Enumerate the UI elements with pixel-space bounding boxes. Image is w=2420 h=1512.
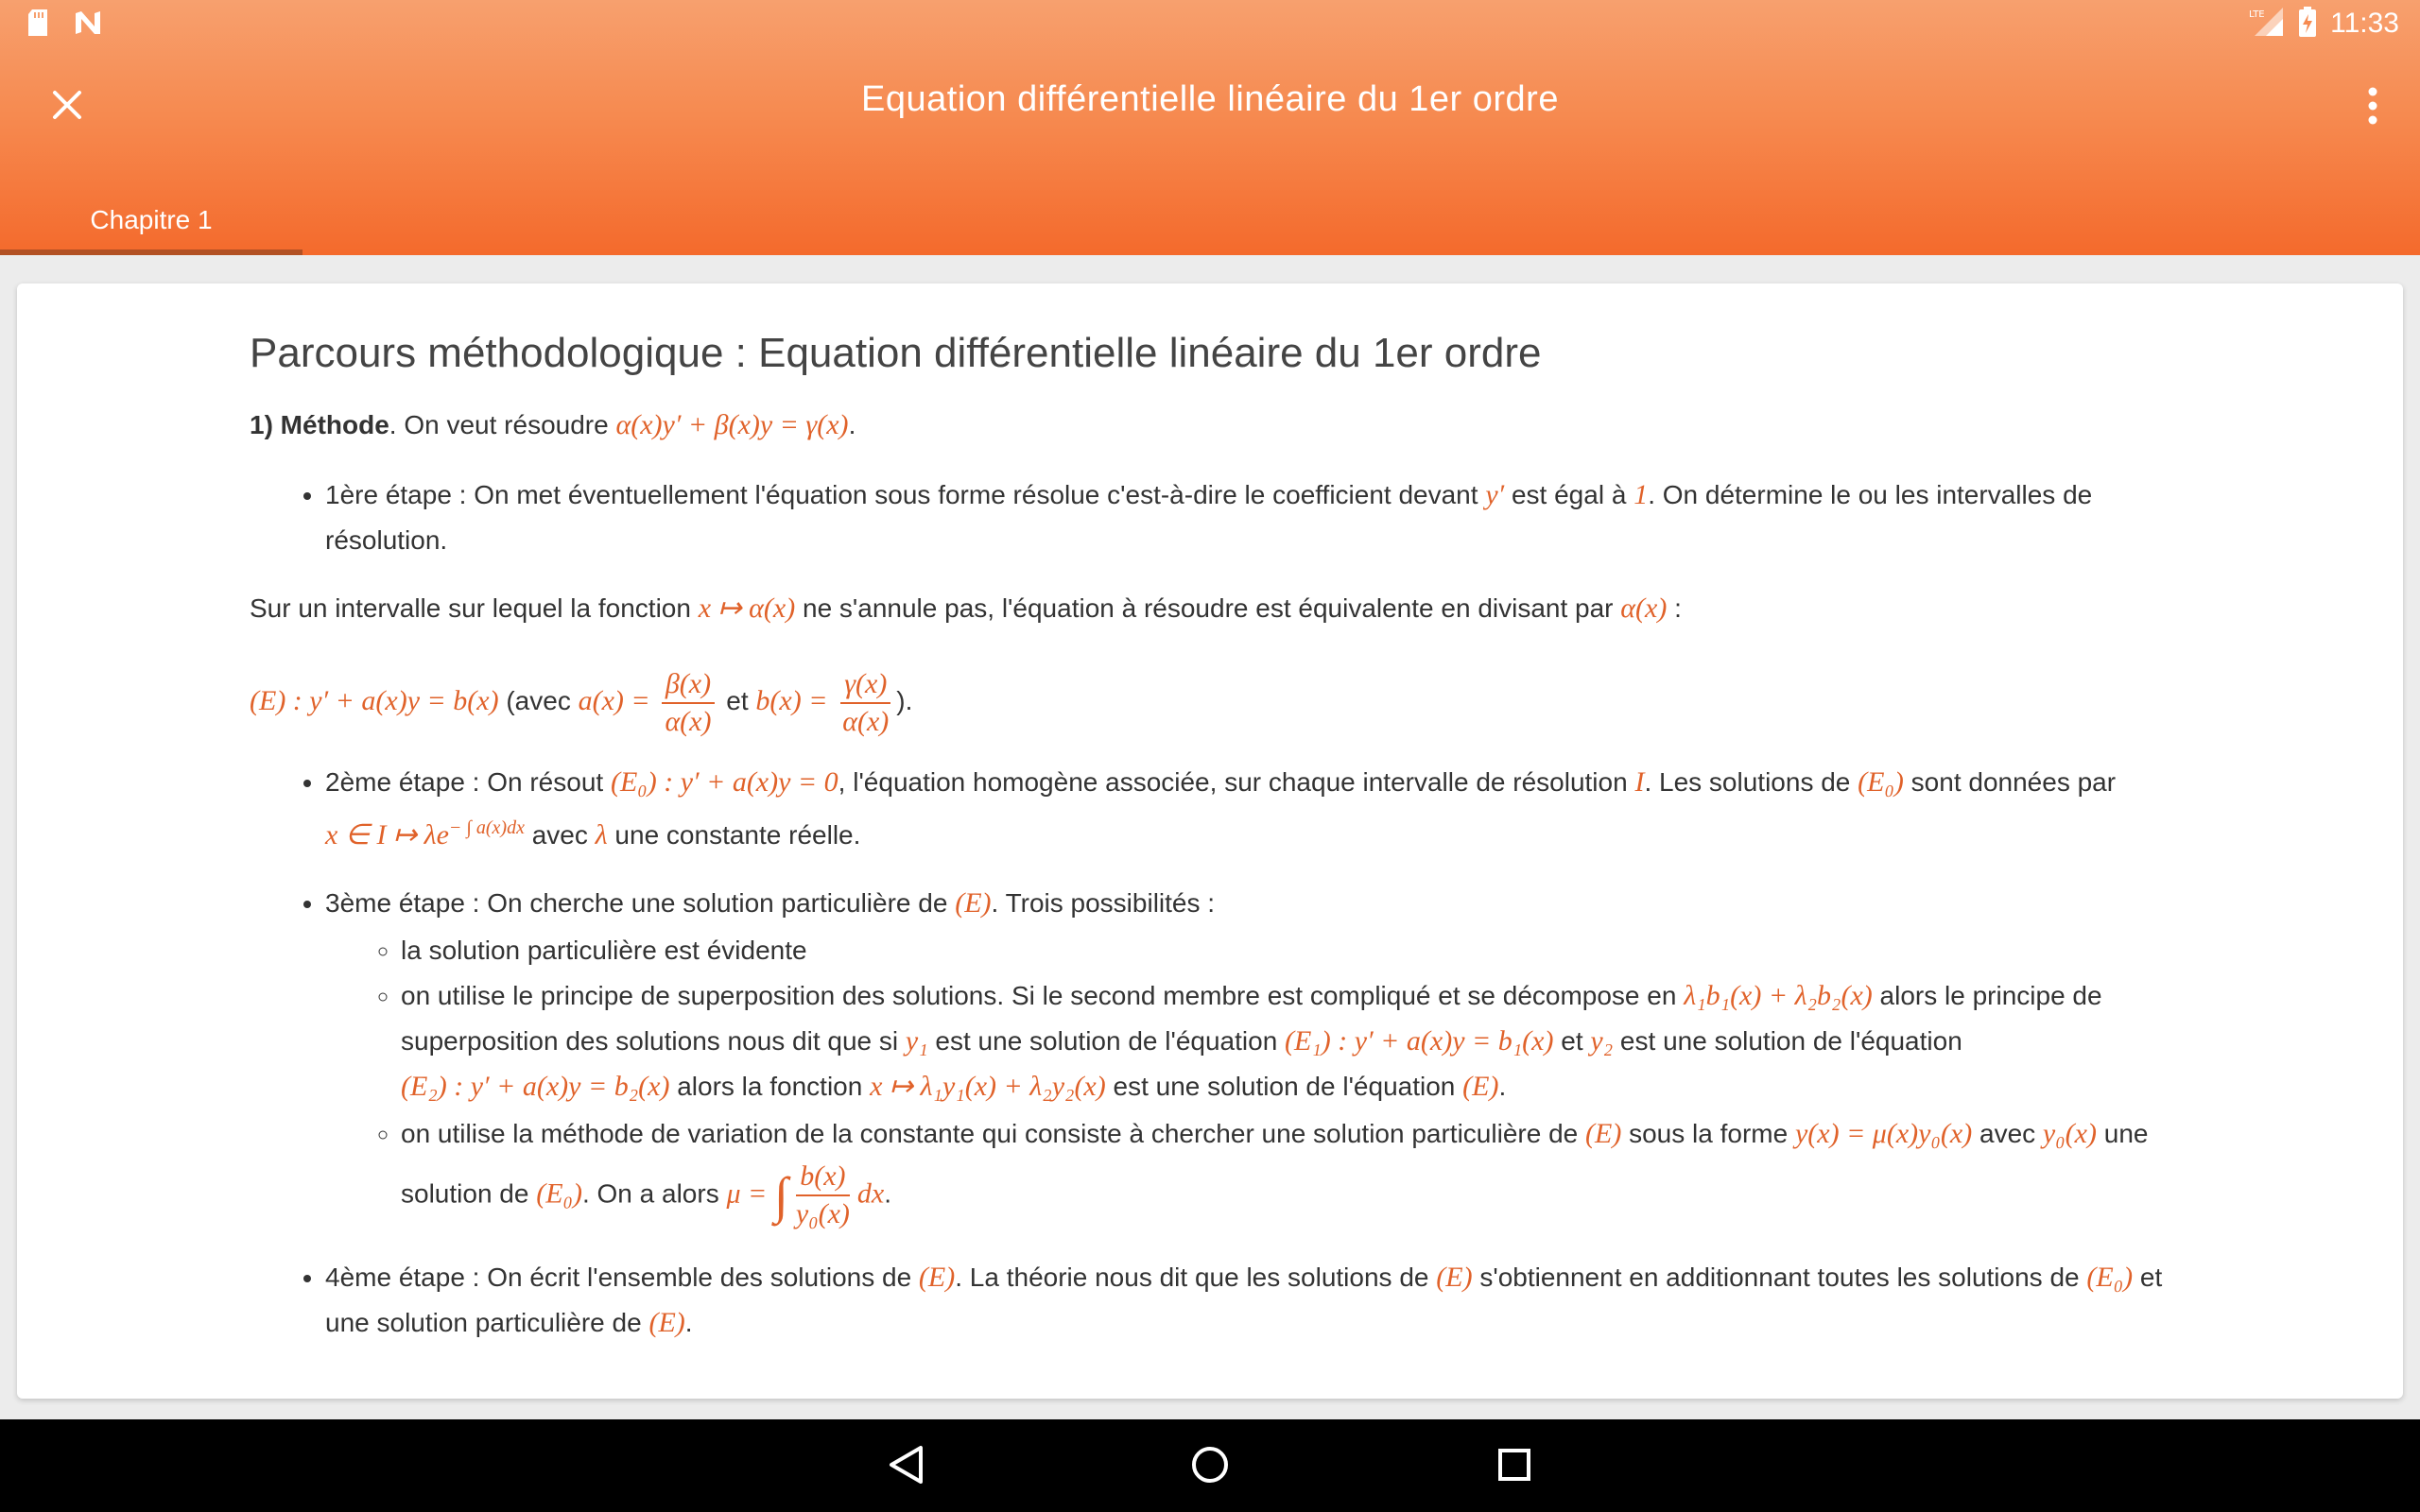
- steps-list-1: [250, 472, 2187, 563]
- fraction-numerator: β(x): [662, 666, 715, 704]
- math-integral-sign: ∫: [774, 1167, 788, 1224]
- math: y₀(x): [2042, 1118, 2097, 1149]
- text: . Trois possibilités :: [991, 888, 1216, 918]
- text: une constante réelle.: [607, 820, 861, 850]
- tab-label: Chapitre 1: [90, 205, 213, 234]
- possibility-2: [401, 973, 2187, 1109]
- step-3: [325, 881, 2187, 1232]
- math: λ₁b₁(x) + λ₂b₂(x): [1684, 980, 1873, 1011]
- text: alors le principe de superposition des solutions nous dit que si: [401, 981, 2102, 1056]
- math-part: x ∈ I ↦ λe: [325, 819, 449, 850]
- math: (E₁) : y′ + a(x)y = b₁(x): [1285, 1025, 1554, 1057]
- back-button[interactable]: [877, 1442, 934, 1491]
- text: , l'équation homogène associée, sur chaque intervalle de résolution: [838, 767, 1635, 797]
- text: et une solution particulière de: [325, 1263, 2163, 1337]
- text: 2ème étape : On résout: [325, 767, 611, 797]
- text: ne s'annule pas, l'équation à résoudre est équivalente en divisant par: [795, 593, 1621, 623]
- text: .: [1498, 1072, 1507, 1101]
- math: (E): [955, 887, 992, 919]
- text: une solution de: [401, 1119, 2149, 1209]
- text: .: [884, 1178, 892, 1209]
- text: avec: [1972, 1119, 2043, 1148]
- text: . Les solutions de: [1644, 767, 1858, 797]
- math: (E₀) : y′ + a(x)y = 0: [610, 766, 838, 798]
- content-card: [17, 284, 2403, 1399]
- fraction-denominator: y₀(x): [795, 1198, 850, 1229]
- fraction-mu: [792, 1159, 854, 1232]
- steps-list-2: [250, 760, 2187, 1346]
- more-options-button[interactable]: [2344, 79, 2401, 136]
- text: et: [1553, 1026, 1591, 1056]
- text: . La théorie nous dit que les solutions de: [955, 1263, 1437, 1292]
- text: avec: [524, 820, 596, 850]
- possibility-1: [401, 928, 2187, 973]
- text: (avec: [498, 686, 579, 715]
- fraction-denominator: α(x): [842, 705, 890, 737]
- math: y′: [1485, 479, 1505, 510]
- math: (E): [1436, 1262, 1473, 1293]
- content-heading: Parcours méthodologique : Equation différentielle linéaire du 1er ordre: [250, 330, 1542, 376]
- text: . On détermine le ou les intervalles de résolution.: [325, 480, 2093, 555]
- text: 1ère étape : On met éventuellement l'équation sous forme résolue c'est-à-dire le coefficient devant: [325, 480, 1486, 509]
- battery-charging-icon: [2298, 7, 2317, 41]
- math: dx: [856, 1177, 885, 1210]
- text: est une solution de l'équation: [927, 1026, 1286, 1056]
- text: on utilise la méthode de variation de la constante qui consiste à chercher une solution particulière de: [401, 1119, 1585, 1148]
- status-time: 11:33: [2330, 8, 2399, 39]
- recents-button[interactable]: [1486, 1442, 1543, 1491]
- methode-label: 1) Méthode: [250, 410, 389, 439]
- math: y₁: [905, 1025, 928, 1057]
- fraction-a: [661, 666, 715, 740]
- text: la solution particulière est évidente: [401, 936, 807, 965]
- text: .: [848, 410, 856, 439]
- interval-paragraph: [250, 586, 2187, 631]
- text: :: [1667, 593, 1682, 623]
- methode-paragraph: [250, 403, 2187, 448]
- possibilities-list: [325, 928, 2187, 1232]
- fraction-numerator: γ(x): [840, 666, 890, 704]
- text: et: [718, 686, 756, 715]
- sd-card-icon: [26, 9, 49, 40]
- fraction-denominator: α(x): [665, 705, 712, 737]
- math: [325, 819, 525, 850]
- math: α(x): [1620, 593, 1668, 624]
- math: (E): [918, 1262, 956, 1293]
- math: I: [1634, 766, 1645, 798]
- math: λ: [595, 819, 608, 850]
- math: μ =: [726, 1177, 768, 1210]
- text: .: [684, 1308, 693, 1337]
- tab-indicator: [0, 249, 302, 255]
- step-4: [325, 1255, 2187, 1346]
- math: (E₀): [536, 1177, 582, 1210]
- back-icon: [887, 1444, 925, 1489]
- fraction-b: [838, 666, 892, 740]
- text: s'obtiennent en additionnant toutes les solutions de: [1472, 1263, 2087, 1292]
- math: x ↦ α(x): [698, 593, 796, 624]
- math: a(x) =: [578, 685, 650, 716]
- math: (E₂) : y′ + a(x)y = b₂(x): [401, 1071, 670, 1102]
- math: b(x) =: [755, 685, 828, 716]
- math: y(x) = μ(x)y₀(x): [1794, 1118, 1973, 1149]
- text: alors la fonction: [669, 1072, 871, 1101]
- text: 4ème étape : On écrit l'ensemble des solutions de: [325, 1263, 919, 1292]
- text: 3ème étape : On cherche une solution particulière de: [325, 888, 956, 918]
- math: (E): [648, 1307, 685, 1338]
- math: (E): [1462, 1071, 1499, 1102]
- navigation-bar: [0, 1419, 2420, 1512]
- step-1: [325, 472, 2187, 563]
- lte-signal-icon: [2247, 6, 2285, 42]
- recents-icon: [1496, 1447, 1532, 1486]
- text: sous la forme: [1621, 1119, 1795, 1148]
- text: . On veut résoudre: [389, 410, 616, 439]
- possibility-3: [401, 1109, 2187, 1232]
- step-2: [325, 760, 2187, 858]
- math: (E₀): [1858, 766, 1904, 798]
- math-main-equation: α(x)y′ + β(x)y = γ(x): [615, 409, 849, 440]
- content-body: [250, 325, 2187, 1368]
- text: est égal à: [1504, 480, 1634, 509]
- text: Sur un intervalle sur lequel la fonction: [250, 593, 699, 623]
- text: . On a alors: [581, 1178, 727, 1209]
- math: x ↦ λ₁y₁(x) + λ₂y₂(x): [870, 1071, 1106, 1102]
- tab-chapitre-1[interactable]: [0, 185, 302, 255]
- text: on utilise le principe de superposition des solutions. Si le second membre est compliqué et se décompose en: [401, 981, 1685, 1010]
- text: sont données par: [1903, 767, 2117, 797]
- math-exponent: − ∫ a(x)dx: [448, 817, 525, 838]
- notification-n-icon: [74, 9, 102, 40]
- home-button[interactable]: [1182, 1442, 1238, 1491]
- math: (E) : y′ + a(x)y = b(x): [250, 685, 499, 716]
- app-bar: [0, 0, 2420, 255]
- home-icon: [1190, 1445, 1230, 1488]
- fraction-numerator: b(x): [796, 1159, 849, 1196]
- more-vert-icon: [2367, 87, 2378, 129]
- text: ).: [896, 686, 913, 715]
- svg-text:LTE: LTE: [2249, 9, 2265, 20]
- page-title: Equation différentielle linéaire du 1er ordre: [861, 79, 1559, 119]
- math: (E₀): [2086, 1262, 2134, 1293]
- text: est une solution de l'équation: [1613, 1026, 1962, 1056]
- equation-E-paragraph: [250, 656, 2187, 747]
- math: y₂: [1590, 1025, 1614, 1057]
- status-bar: [0, 0, 2420, 45]
- math: (E): [1585, 1118, 1622, 1149]
- text: est une solution de l'équation: [1105, 1072, 1463, 1101]
- math: 1: [1634, 479, 1649, 510]
